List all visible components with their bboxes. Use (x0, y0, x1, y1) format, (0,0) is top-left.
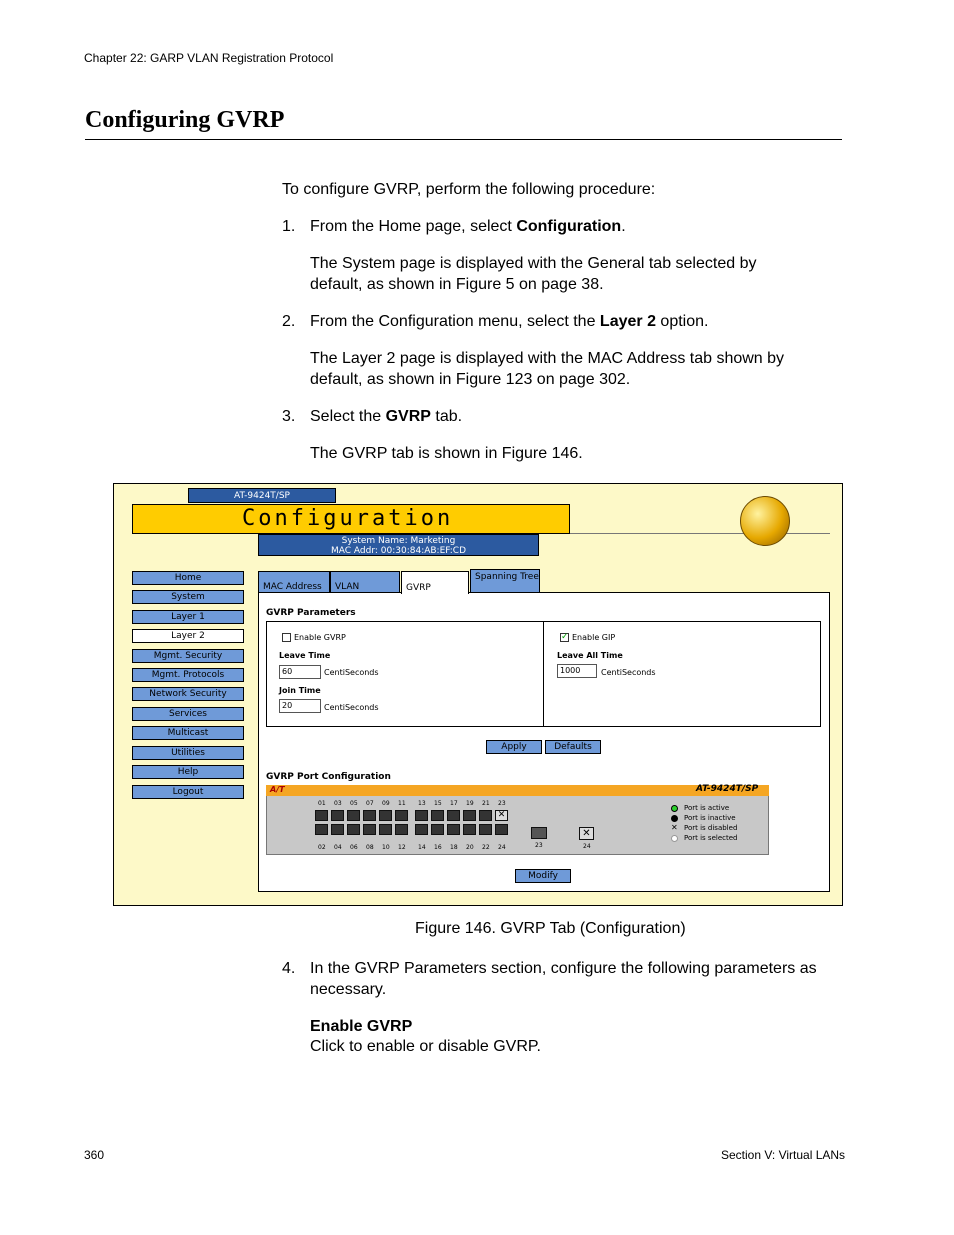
enable-gip-checkbox[interactable]: ✓ (561, 632, 569, 642)
port-23-disabled-icon[interactable]: ✕ (495, 810, 508, 821)
port-12[interactable] (395, 824, 408, 835)
nav-layer-1[interactable]: Layer 1 (132, 610, 244, 624)
step-2-text: From the Configuration menu, select the Layer 2 option. (310, 313, 709, 330)
nav-network-security[interactable]: Network Security (132, 687, 244, 701)
port-06[interactable] (347, 824, 360, 835)
port-label-01: 01 (318, 800, 326, 807)
port-label-05: 05 (350, 800, 358, 807)
step-3-note: The GVRP tab is shown in Figure 146. (310, 445, 583, 462)
port-03[interactable] (331, 810, 344, 821)
mac-address: MAC Addr: 00:30:84:AB:EF:CD (331, 546, 466, 556)
faceplate-model: AT-9424T/SP (696, 784, 759, 794)
join-time-input[interactable]: 20 (279, 699, 321, 713)
port-01[interactable] (315, 810, 328, 821)
uplink-port-23[interactable] (531, 827, 547, 839)
port-label-22: 22 (482, 844, 490, 851)
figure-caption: Figure 146. GVRP Tab (Configuration) (415, 920, 686, 937)
uplink-label-24: 24 (583, 843, 591, 850)
apply-button[interactable]: Apply (486, 740, 542, 754)
port-24[interactable] (495, 824, 508, 835)
port-14[interactable] (415, 824, 428, 835)
legend-active-icon (671, 805, 678, 812)
tab-spanning-tree[interactable]: Spanning Tree (470, 569, 540, 593)
port-19[interactable] (463, 810, 476, 821)
port-label-15: 15 (434, 800, 442, 807)
port-label-09: 09 (382, 800, 390, 807)
legend-inactive: Port is inactive (684, 814, 736, 822)
step-1-note: The System page is displayed with the General tab selected by default, as shown in Figure 5 on page 38. (310, 255, 757, 293)
intro-text: To configure GVRP, perform the following procedure: (282, 181, 656, 198)
port-label-06: 06 (350, 844, 358, 851)
running-header: Chapter 22: GARP VLAN Registration Protocol (84, 51, 334, 65)
nav-mgmt-protocols[interactable]: Mgmt. Protocols (132, 668, 244, 682)
step-2-number: 2. (282, 313, 296, 330)
title-rule (85, 139, 842, 140)
port-17[interactable] (447, 810, 460, 821)
port-label-16: 16 (434, 844, 442, 851)
enable-gvrp-checkbox[interactable] (282, 633, 291, 642)
gvrp-screenshot (113, 483, 843, 906)
step-4-number: 4. (282, 960, 296, 977)
port-label-20: 20 (466, 844, 474, 851)
port-label-03: 03 (334, 800, 342, 807)
page-number: 360 (84, 1148, 105, 1162)
port-label-14: 14 (418, 844, 426, 851)
port-label-10: 10 (382, 844, 390, 851)
param-description: Click to enable or disable GVRP. (310, 1038, 541, 1055)
at-logo-icon: A/T (270, 785, 285, 794)
nav-layer-2[interactable]: Layer 2 (132, 629, 244, 643)
port-13[interactable] (415, 810, 428, 821)
step-4-text: In the GVRP Parameters section, configure the following parameters as necessary. (310, 960, 817, 998)
gvrp-parameters-title: GVRP Parameters (266, 608, 356, 618)
leave-time-label: Leave Time (279, 651, 331, 660)
step-3-text: Select the GVRP tab. (310, 408, 463, 425)
parameters-divider (543, 621, 544, 727)
step-1-number: 1. (282, 218, 296, 235)
faceplate-bar (266, 785, 769, 796)
tab-mac-address[interactable]: MAC Address (258, 571, 330, 593)
port-label-18: 18 (450, 844, 458, 851)
port-22[interactable] (479, 824, 492, 835)
gvrp-port-config-title: GVRP Port Configuration (266, 772, 391, 782)
nav-mgmt-security[interactable]: Mgmt. Security (132, 649, 244, 663)
port-label-12: 12 (398, 844, 406, 851)
legend-disabled-icon: ✕ (671, 823, 678, 832)
configuration-title: Configuration (242, 506, 454, 531)
nav-system[interactable]: System (132, 590, 244, 604)
legend-inactive-icon (671, 815, 678, 822)
legend-disabled: Port is disabled (684, 824, 738, 832)
leave-all-time-label: Leave All Time (557, 651, 623, 660)
enable-gip-label: Enable GIP (572, 633, 616, 642)
enable-gvrp-label: Enable GVRP (294, 633, 346, 642)
port-20[interactable] (463, 824, 476, 835)
model-tab: AT-9424T/SP (188, 488, 336, 503)
port-09[interactable] (379, 810, 392, 821)
step-3-number: 3. (282, 408, 296, 425)
nav-multicast[interactable]: Multicast (132, 726, 244, 740)
uplink-24-disabled-icon[interactable]: ✕ (579, 827, 594, 840)
system-name: System Name: Marketing (341, 536, 456, 546)
port-15[interactable] (431, 810, 444, 821)
leave-all-time-input[interactable]: 1000 (557, 664, 597, 678)
nav-services[interactable]: Services (132, 707, 244, 721)
join-time-label: Join Time (279, 686, 321, 695)
port-label-04: 04 (334, 844, 342, 851)
port-04[interactable] (331, 824, 344, 835)
port-label-07: 07 (366, 800, 374, 807)
port-07[interactable] (363, 810, 376, 821)
defaults-button[interactable]: Defaults (545, 740, 601, 754)
uplink-label-23: 23 (535, 842, 543, 849)
port-label-13: 13 (418, 800, 426, 807)
port-18[interactable] (447, 824, 460, 835)
port-10[interactable] (379, 824, 392, 835)
banner-line (570, 533, 830, 534)
globe-logo-icon (740, 496, 790, 546)
leave-time-input[interactable]: 60 (279, 665, 321, 679)
nav-logout[interactable]: Logout (132, 785, 244, 799)
system-info (258, 534, 539, 556)
port-21[interactable] (479, 810, 492, 821)
port-11[interactable] (395, 810, 408, 821)
port-label-24: 24 (498, 844, 506, 851)
nav-home[interactable]: Home (132, 571, 244, 585)
port-label-19: 19 (466, 800, 474, 807)
step-1-text: From the Home page, select Configuration. (310, 218, 626, 235)
tab-gvrp[interactable]: GVRP (401, 571, 469, 594)
port-02[interactable] (315, 824, 328, 835)
modify-button[interactable]: Modify (515, 869, 571, 883)
port-08[interactable] (363, 824, 376, 835)
port-label-17: 17 (450, 800, 458, 807)
step-2-note: The Layer 2 page is displayed with the MAC Address tab shown by default, as shown in Figure 123 on page 302. (310, 350, 785, 388)
port-label-21: 21 (482, 800, 490, 807)
port-label-08: 08 (366, 844, 374, 851)
param-name: Enable GVRP (310, 1018, 413, 1035)
page-title: Configuring GVRP (85, 107, 285, 133)
port-label-11: 11 (398, 800, 406, 807)
legend-selected-icon (671, 835, 678, 842)
port-label-23: 23 (498, 800, 506, 807)
legend-selected: Port is selected (684, 834, 738, 842)
section-footer: Section V: Virtual LANs (721, 1148, 846, 1162)
legend-active: Port is active (684, 804, 730, 812)
port-label-02: 02 (318, 844, 326, 851)
tab-vlan[interactable]: VLAN (330, 571, 400, 593)
nav-utilities[interactable]: Utilities (132, 746, 244, 760)
leave-time-unit: CentiSeconds (324, 668, 379, 677)
port-16[interactable] (431, 824, 444, 835)
join-time-unit: CentiSeconds (324, 703, 379, 712)
leave-all-time-unit: CentiSeconds (601, 668, 656, 677)
port-05[interactable] (347, 810, 360, 821)
nav-help[interactable]: Help (132, 765, 244, 779)
